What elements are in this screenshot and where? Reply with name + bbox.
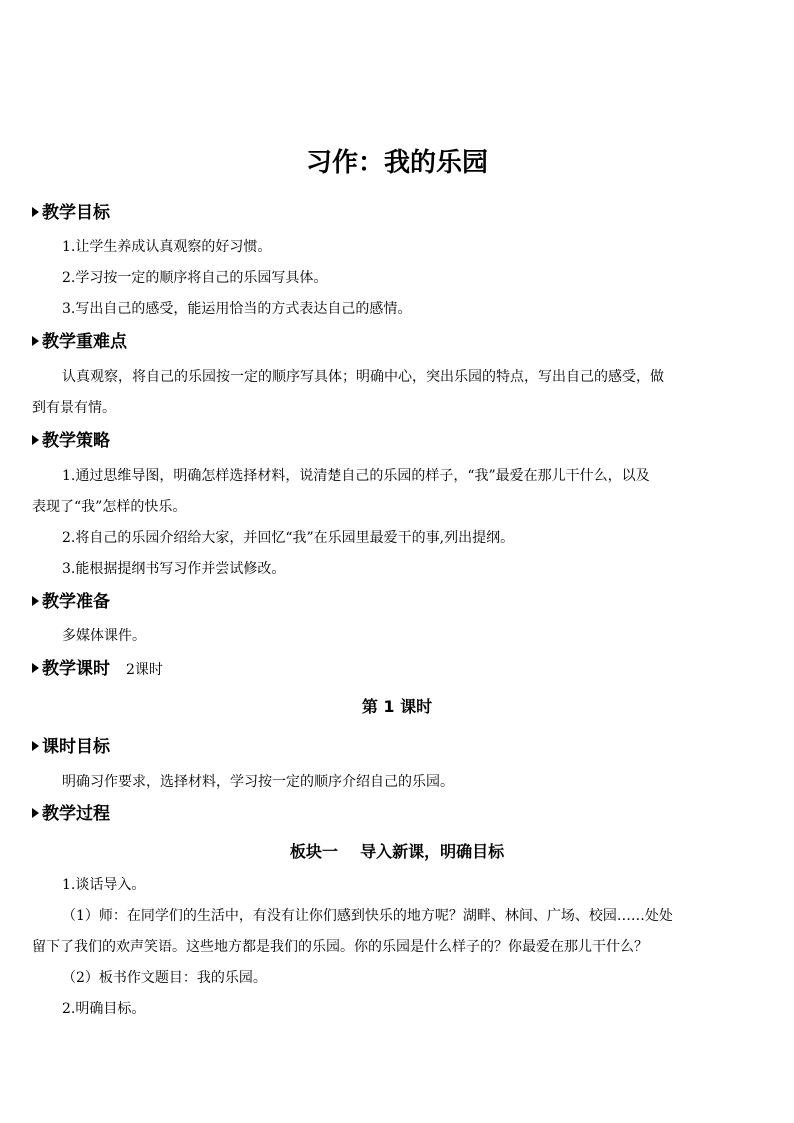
goal-item-1: 1.让学生养成认真观察的好习惯。 <box>62 239 272 255</box>
strategy-item-1-line-1: 1.通过思维导图，明确怎样选择材料，说清楚自己的乐园的样子，“我”最爱在那儿干什么，以及 <box>62 468 650 484</box>
section-heading-key-points <box>32 330 127 354</box>
lesson-objective-text: 明确习作要求，选择材料，学习按一定的顺序介绍自己的乐园。 <box>62 774 454 790</box>
lesson-title: 第 1 课时 <box>361 697 433 716</box>
section-heading-lesson-objective <box>32 735 110 759</box>
triangle-bullet-icon <box>32 596 39 606</box>
triangle-bullet-icon <box>32 336 39 346</box>
process-sub-1-line-1: （1）师：在同学们的生活中，有没有让你们感到快乐的地方呢？湖畔、林间、广场、校园……处处 <box>62 908 673 924</box>
heading-label: 教学课时 <box>42 659 110 679</box>
strategy-item-2: 2.将自己的乐园介绍给大家，并回忆“我”在乐园里最爱干的事,列出提纲。 <box>62 530 515 546</box>
strategy-item-3: 3.能根据提纲书写习作并尝试修改。 <box>62 561 286 577</box>
process-step-1: 1.谈话导入。 <box>62 877 146 893</box>
triangle-bullet-icon <box>32 207 39 217</box>
section-heading-goals <box>32 201 110 225</box>
key-points-line-2: 到有景有情。 <box>32 400 116 416</box>
goal-item-3: 3.写出自己的感受，能运用恰当的方式表达自己的感情。 <box>62 301 412 317</box>
process-step-2: 2.明确目标。 <box>62 1001 146 1017</box>
heading-label: 教学准备 <box>42 592 110 612</box>
heading-label: 教学策略 <box>42 431 110 451</box>
triangle-bullet-icon <box>32 808 39 818</box>
heading-label: 课时目标 <box>42 737 110 757</box>
section-heading-hours <box>32 657 163 682</box>
heading-label: 教学过程 <box>42 804 110 824</box>
preparation-text: 多媒体课件。 <box>62 628 146 644</box>
triangle-bullet-icon <box>32 435 39 445</box>
strategy-item-1-line-2: 表现了“我”怎样的快乐。 <box>32 499 187 515</box>
hours-value: 2课时 <box>126 662 163 678</box>
block-title: 板块一 导入新课，明确目标 <box>289 842 505 861</box>
heading-label: 教学目标 <box>42 203 110 223</box>
section-heading-strategy <box>32 429 110 453</box>
goal-item-2: 2.学习按一定的顺序将自己的乐园写具体。 <box>62 270 328 286</box>
triangle-bullet-icon <box>32 663 39 673</box>
section-heading-preparation <box>32 590 110 614</box>
triangle-bullet-icon <box>32 741 39 751</box>
page-title: 习作：我的乐园 <box>305 148 488 178</box>
section-heading-process <box>32 802 110 826</box>
heading-label: 教学重难点 <box>42 332 127 352</box>
key-points-line-1: 认真观察，将自己的乐园按一定的顺序写具体；明确中心，突出乐园的特点，写出自己的感受，做 <box>62 369 664 385</box>
process-sub-2: （2）板书作文题目：我的乐园。 <box>62 970 267 986</box>
process-sub-1-line-2: 留下了我们的欢声笑语。这些地方都是我们的乐园。你的乐园是什么样子的？你最爱在那儿干什么？ <box>32 939 648 955</box>
